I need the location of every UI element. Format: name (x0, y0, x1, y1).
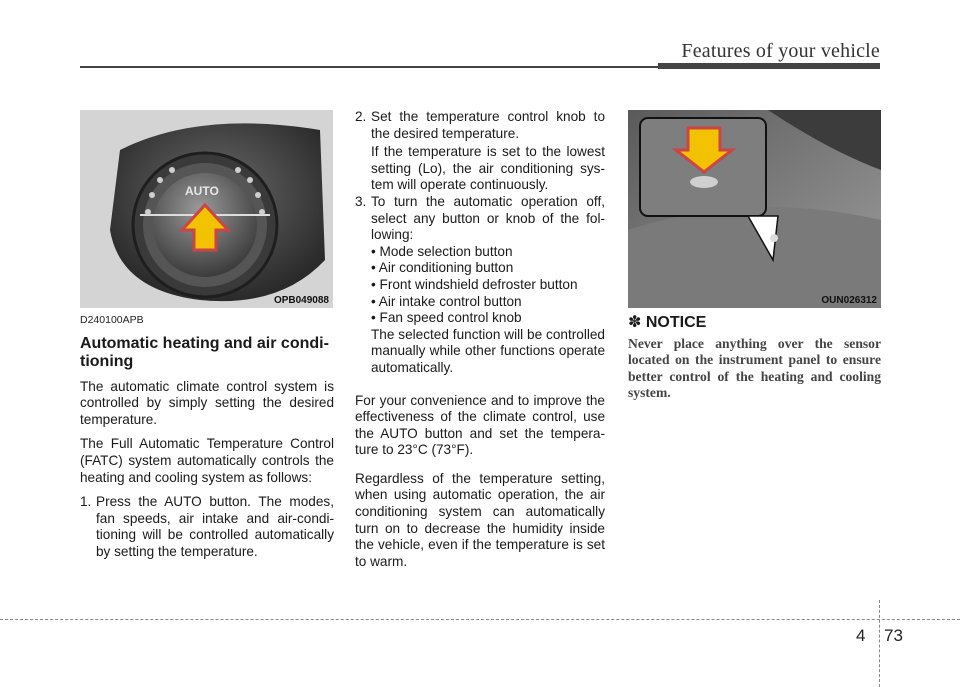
page-header-title: Features of your vehicle (681, 40, 880, 62)
figure-code-left: OPB049088 (273, 295, 329, 306)
column-left (80, 312, 334, 561)
figure-code-right: OUN026312 (821, 295, 877, 306)
list-item: • Mode selection button (371, 243, 513, 259)
paragraph-humidity: Regardless of the temperature setting, when using automatic operation, the air conditioning system can automatically turn on to decrease the humidity inside the vehicle, even if the temperature is set to warm. (355, 470, 605, 569)
list-item: • Air intake control button (371, 293, 522, 309)
step-3-text: To turn the automatic operation off, select any button or knob of the fol-lowing: (371, 193, 605, 243)
column-middle (355, 109, 605, 578)
step-1 (80, 494, 334, 560)
footer-rule (0, 619, 960, 620)
steps-list-2 (355, 109, 605, 377)
auto-knob-figure (80, 110, 333, 308)
step-2 (355, 109, 605, 194)
paragraph-convenience: For your convenience and to improve the effectiveness of the climate control, use the AUTO button and set the tempera-ture to 23°C (73°F). (355, 392, 605, 458)
notice-body: Never place anything over the sensor located on the instrument panel to ensure better control of the heating and cooling system. (628, 336, 881, 401)
step-1-number: 1. (80, 494, 92, 510)
step-2-note: If the temperature is set to the lowest setting (Lo), the air conditioning sys-tem will operate continuously. (371, 144, 605, 193)
button-list (371, 244, 605, 327)
sensor-illustration (628, 110, 881, 308)
section-code: D240100APB (80, 314, 144, 326)
list-item: • Fan speed control knob (371, 310, 522, 326)
step-3 (355, 194, 605, 377)
steps-list-1 (80, 494, 334, 560)
step-3-number: 3. (355, 193, 367, 209)
list-item: • Air conditioning button (371, 260, 514, 276)
sensor-figure (628, 110, 881, 308)
list-item: • Front windshield defroster button (371, 276, 578, 292)
column-right (628, 314, 881, 402)
step-3-note: The selected function will be controlled manually while other functions operate automatically. (371, 326, 605, 375)
step-1-text: Press the AUTO button. The modes, fan speeds, air intake and air-condi-tioning will be controlled automatically by setting the temperature. (96, 494, 334, 559)
step-2-text: Set the temperature control knob to the desired temperature. (371, 109, 605, 141)
header-rule-accent (658, 63, 880, 69)
page-number: 73 (884, 626, 903, 645)
paragraph-intro: The automatic climate control system is controlled by simply setting the desired temperature. (80, 378, 334, 427)
step-2-number: 2. (355, 109, 367, 124)
knob-auto-text: AUTO (185, 184, 219, 198)
auto-knob-illustration (80, 110, 333, 308)
chapter-number: 4 (856, 626, 866, 645)
notice-title: ✽ NOTICE (628, 314, 707, 331)
paragraph-fatc: The Full Automatic Temperature Control (FATC) system automatically controls the heating and cooling system as follows: (80, 436, 334, 485)
section-title: Automatic heating and air condi- tioning (80, 334, 329, 370)
footer-divider (879, 600, 880, 687)
